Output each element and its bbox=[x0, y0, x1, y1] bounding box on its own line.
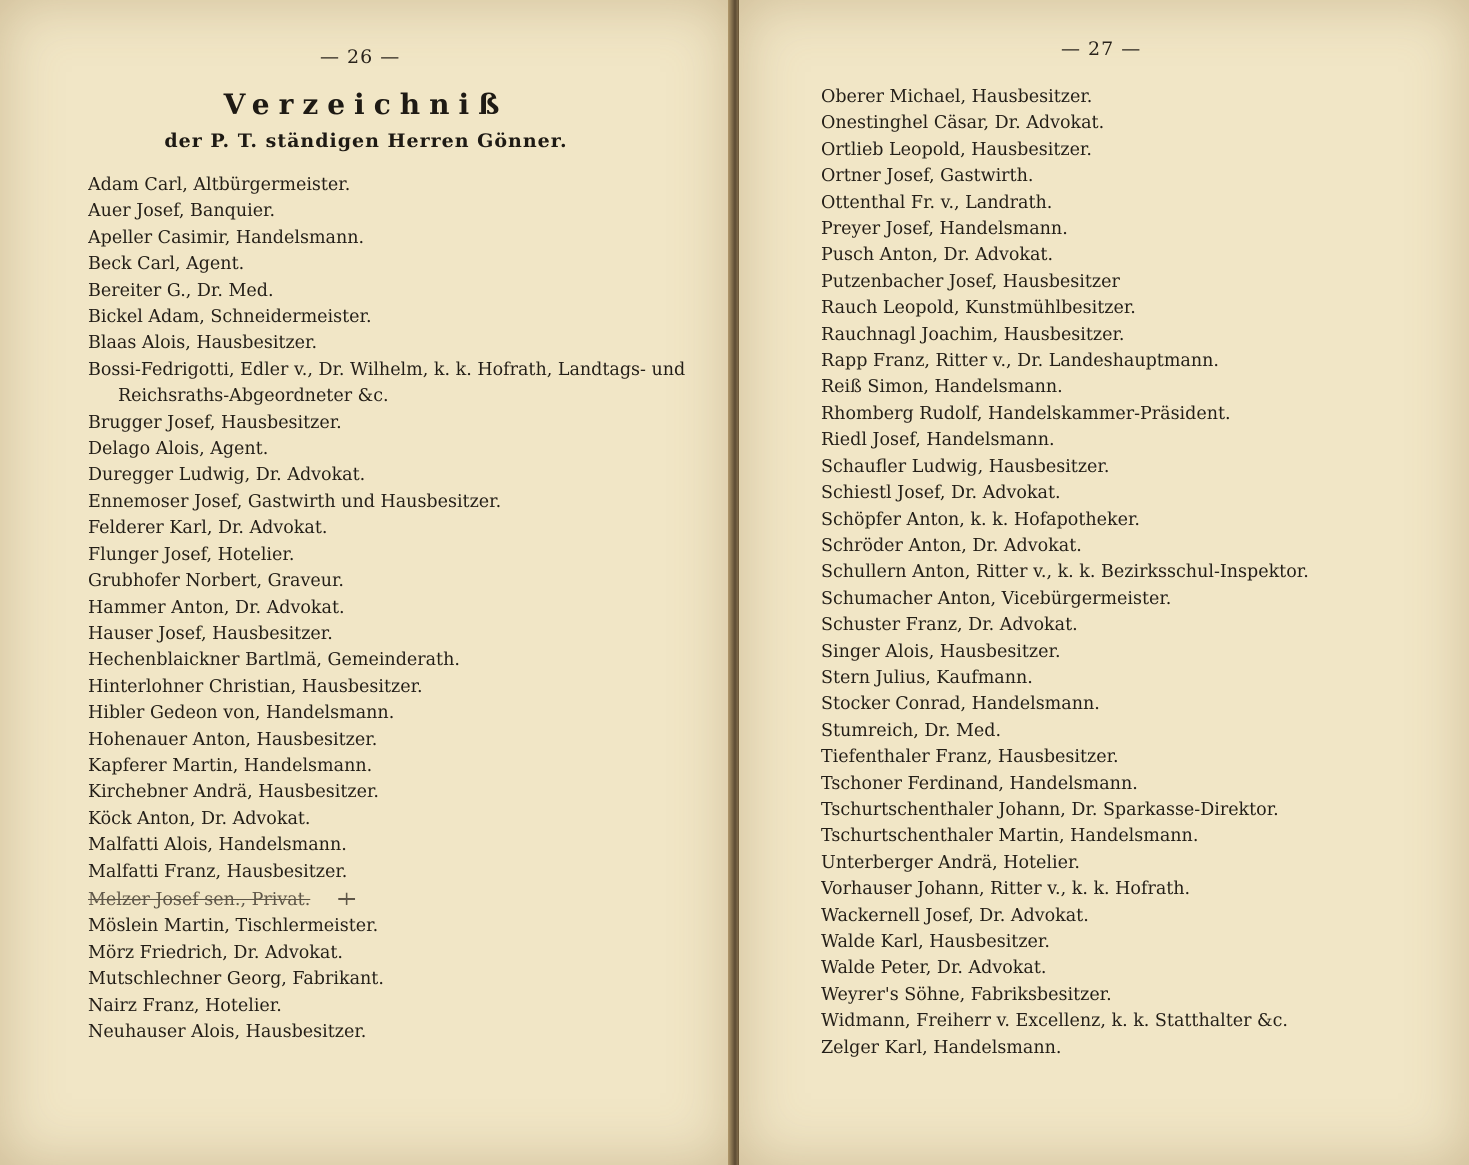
list-item: Reiß Simon, Handelsmann. bbox=[821, 377, 1063, 398]
list-item: Hinterlohner Christian, Hausbesitzer. bbox=[88, 676, 423, 697]
list-item: Delago Alois, Agent. bbox=[88, 439, 269, 460]
list-item: Ennemoser Josef, Gastwirth und Hausbesitzer. bbox=[88, 491, 502, 512]
list-item: Rapp Franz, Ritter v., Dr. Landeshauptmann. bbox=[821, 351, 1219, 372]
list-item: Malfatti Alois, Handelsmann. bbox=[88, 835, 347, 856]
struck-list-item bbox=[88, 885, 688, 913]
list-item: Tschoner Ferdinand, Handelsmann. bbox=[821, 773, 1138, 794]
list-item: Beck Carl, Agent. bbox=[88, 254, 245, 275]
list-item: Rauch Leopold, Kunstmühlbesitzer. bbox=[821, 298, 1136, 319]
list-item: Pusch Anton, Dr. Advokat. bbox=[821, 245, 1054, 266]
patron-list-left bbox=[88, 172, 688, 1045]
list-item: Mörz Friedrich, Dr. Advokat. bbox=[88, 942, 343, 963]
list-item: Schullern Anton, Ritter v., k. k. Bezirksschul-Inspektor. bbox=[821, 562, 1309, 583]
list-item: Hauser Josef, Hausbesitzer. bbox=[88, 623, 333, 644]
page-subtitle: der P. T. ständigen Herren Gönner. bbox=[164, 130, 568, 152]
list-item: Schuster Franz, Dr. Advokat. bbox=[821, 615, 1078, 636]
list-item: Kirchebner Andrä, Hausbesitzer. bbox=[88, 782, 379, 803]
list-item: Preyer Josef, Handelsmann. bbox=[821, 219, 1068, 240]
list-item: Zelger Karl, Handelsmann. bbox=[821, 1037, 1062, 1058]
patron-list-right bbox=[821, 84, 1441, 1061]
cross-mark: + bbox=[338, 885, 356, 910]
right-page bbox=[738, 0, 1469, 1165]
page-title: Verzeichniß bbox=[223, 88, 509, 121]
list-item: Ottenthal Fr. v., Landrath. bbox=[821, 192, 1053, 213]
list-item: Mutschlechner Georg, Fabrikant. bbox=[88, 969, 384, 990]
list-item: Hechenblaickner Bartlmä, Gemeinderath. bbox=[88, 650, 460, 671]
list-item: Neuhauser Alois, Hausbesitzer. bbox=[88, 1022, 367, 1042]
list-item: Unterberger Andrä, Hotelier. bbox=[821, 852, 1080, 873]
list-item: Oberer Michael, Hausbesitzer. bbox=[821, 87, 1093, 107]
list-item: Apeller Casimir, Handelsmann. bbox=[88, 227, 365, 248]
list-item: Wackernell Josef, Dr. Advokat. bbox=[821, 905, 1089, 926]
left-page bbox=[0, 0, 733, 1165]
list-item: Bickel Adam, Schneidermeister. bbox=[88, 307, 372, 328]
list-item: Weyrer's Söhne, Fabriksbesitzer. bbox=[821, 984, 1112, 1005]
list-item: Rhomberg Rudolf, Handelskammer-Präsident. bbox=[821, 403, 1231, 424]
page-number-right: — 27 — bbox=[1061, 38, 1142, 60]
list-item: Ortlieb Leopold, Hausbesitzer. bbox=[821, 139, 1092, 160]
list-item: Tiefenthaler Franz, Hausbesitzer. bbox=[821, 747, 1119, 768]
list-item: Widmann, Freiherr v. Excellenz, k. k. Statthalter &c. bbox=[821, 1011, 1288, 1032]
list-item: Auer Josef, Banquier. bbox=[88, 201, 276, 222]
list-item-continuation: Reichsraths-Abgeordneter &c. bbox=[118, 386, 389, 407]
list-item: Hammer Anton, Dr. Advokat. bbox=[88, 597, 345, 618]
list-item: Köck Anton, Dr. Advokat. bbox=[88, 808, 311, 829]
list-item: Bossi-Fedrigotti, Edler v., Dr. Wilhelm, k. k. Hofrath, Landtags- und bbox=[88, 359, 686, 380]
list-item: Singer Alois, Hausbesitzer. bbox=[821, 641, 1061, 662]
page-number-left: — 26 — bbox=[320, 46, 401, 68]
list-item: Stumreich, Dr. Med. bbox=[821, 720, 1002, 741]
list-item: Brugger Josef, Hausbesitzer. bbox=[88, 412, 342, 433]
list-item: Tschurtschenthaler Martin, Handelsmann. bbox=[821, 826, 1199, 847]
list-item: Flunger Josef, Hotelier. bbox=[88, 544, 295, 565]
list-item: Riedl Josef, Handelsmann. bbox=[821, 430, 1055, 451]
list-item: Felderer Karl, Dr. Advokat. bbox=[88, 518, 328, 539]
list-item: Schumacher Anton, Vicebürgermeister. bbox=[821, 588, 1172, 609]
list-item: Kapferer Martin, Handelsmann. bbox=[88, 755, 373, 776]
list-item: Schöpfer Anton, k. k. Hofapotheker. bbox=[821, 509, 1140, 530]
list-item: Schiestl Josef, Dr. Advokat. bbox=[821, 483, 1061, 504]
struck-entry-text: Melzer Josef sen., Privat. bbox=[88, 889, 311, 910]
list-item: Onestinghel Cäsar, Dr. Advokat. bbox=[821, 113, 1105, 134]
list-item: Blaas Alois, Hausbesitzer. bbox=[88, 333, 318, 354]
list-item: Grubhofer Norbert, Graveur. bbox=[88, 571, 344, 592]
list-item: Stern Julius, Kaufmann. bbox=[821, 667, 1033, 688]
list-item: Stocker Conrad, Handelsmann. bbox=[821, 694, 1100, 715]
list-item: Malfatti Franz, Hausbesitzer. bbox=[88, 861, 348, 882]
list-item: Bereiter G., Dr. Med. bbox=[88, 280, 274, 301]
list-item: Adam Carl, Altbürgermeister. bbox=[88, 175, 351, 195]
list-item: Tschurtschenthaler Johann, Dr. Sparkasse-Direktor. bbox=[821, 799, 1279, 820]
list-item: Schröder Anton, Dr. Advokat. bbox=[821, 535, 1082, 556]
list-item: Schaufler Ludwig, Hausbesitzer. bbox=[821, 456, 1110, 477]
list-item: Nairz Franz, Hotelier. bbox=[88, 995, 282, 1016]
list-item: Hohenauer Anton, Hausbesitzer. bbox=[88, 729, 378, 750]
list-item: Walde Karl, Hausbesitzer. bbox=[821, 932, 1050, 952]
list-item: Walde Peter, Dr. Advokat. bbox=[821, 958, 1047, 979]
list-item: Möslein Martin, Tischlermeister. bbox=[88, 916, 379, 937]
list-item: Putzenbacher Josef, Hausbesitzer bbox=[821, 271, 1120, 292]
list-item: Vorhauser Johann, Ritter v., k. k. Hofrath. bbox=[821, 879, 1191, 900]
list-item: Duregger Ludwig, Dr. Advokat. bbox=[88, 465, 366, 486]
list-item: Hibler Gedeon von, Handelsmann. bbox=[88, 703, 395, 724]
list-item: Rauchnagl Joachim, Hausbesitzer. bbox=[821, 324, 1125, 345]
list-item: Ortner Josef, Gastwirth. bbox=[821, 166, 1034, 187]
